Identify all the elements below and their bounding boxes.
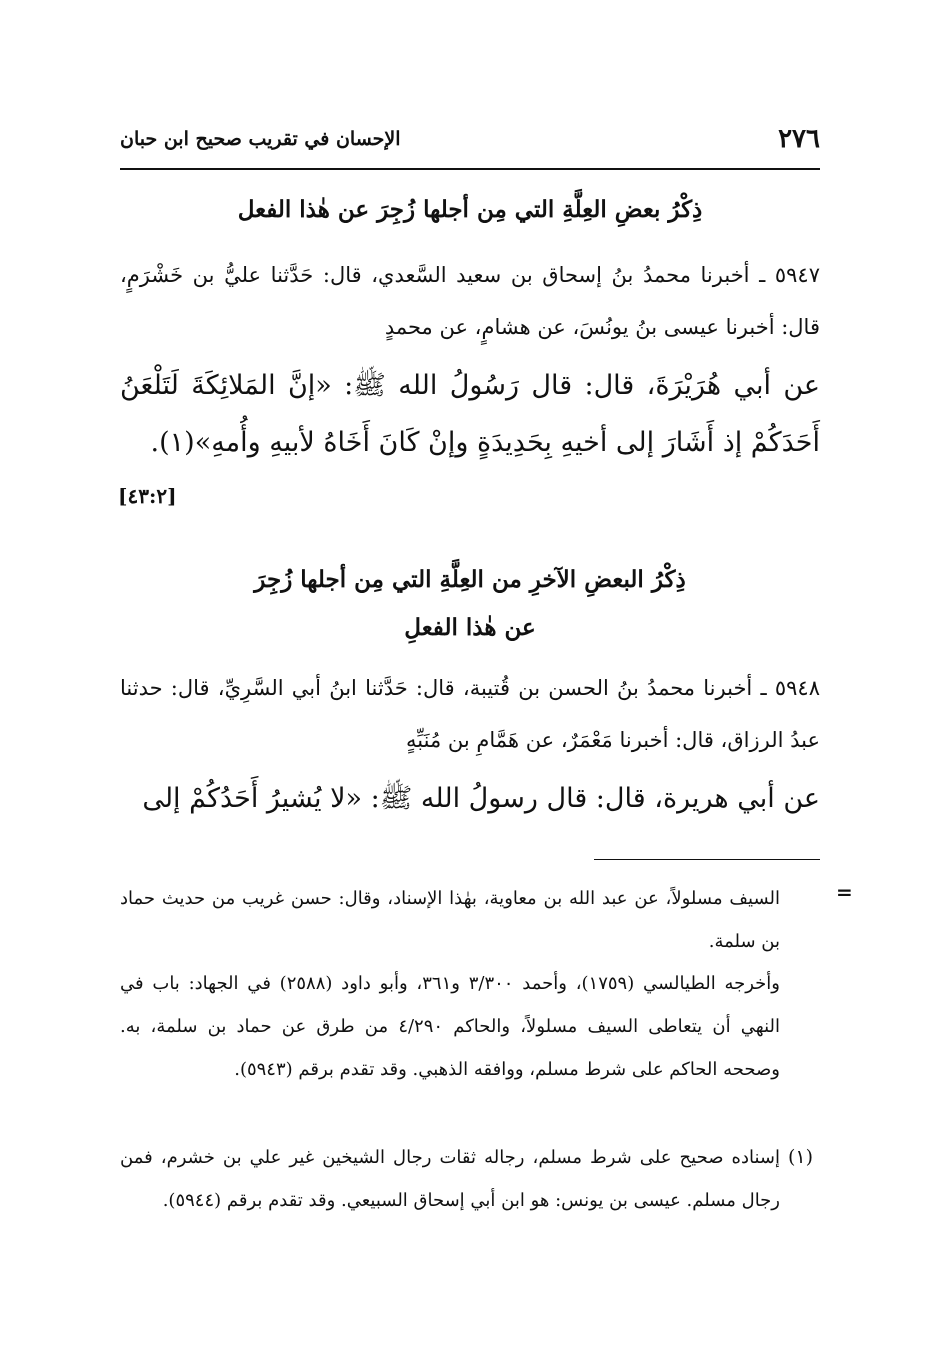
footnote-continuation-paragraph-2: وأخرجه الطيالسي (١٧٥٩)، وأحمد ٣/٣٠٠ و٣٦١، وأبو داود (٢٥٨٨) في الجهاد: باب في النهي أن يتعاطى السيف مسلولاً، والحاكم ٤/٢٩٠ من طرق عن حماد بن سلمة، به. وصححه الحاكم على شرط مسلم، ووافقه الذهبي. وقد تقدم برقم (٥٩٤٣). — [120, 973, 780, 1080]
hadith-5947-reference: [٤٣:٢] — [118, 484, 177, 508]
header-rule — [120, 168, 820, 170]
running-header — [120, 124, 820, 158]
hadith-5947-matn: عن أبي هُرَيْرَةَ، قال: قال رَسُولُ الله ﷺ: «إنَّ المَلائِكَةَ لَتَلْعَنُ أَحَدَكُمْ إذ أَشَارَ إلى أخيهِ بِحَدِيدَةٍ وإنْ كَانَ أَخَاهُ لأبيهِ وأُمهِ»(١). — [120, 370, 820, 458]
section-heading-1: ذِكْرُ بعضِ العِلَّةِ التي مِن أجلها زُجِرَ عن هٰذا الفعل — [237, 196, 703, 223]
footnote-1-text: إسناده صحيح على شرط مسلم، رجاله ثقات رجال الشيخين غير علي بن خشرم، فمن رجال مسلم. عيسى بن يونس: هو ابن أبي إسحاق السبيعي. وقد تقدم برقم (٥٩٤٤). — [120, 1147, 780, 1211]
section-heading-2-line1: ذِكْرُ البعضِ الآخرِ من العِلَّةِ التي مِن أجلها زُجِرَ — [254, 566, 686, 593]
page-number: ٢٧٦ — [778, 124, 820, 154]
running-title: الإحسان في تقريب صحيح ابن حبان — [120, 128, 401, 150]
section-heading-2-line2: عن هٰذا الفعلِ — [404, 614, 536, 641]
hadith-5948-matn: عن أبي هريرة، قال: قال رسولُ الله ﷺ: «لا يُشيرُ أَحَدُكُمْ إلى — [142, 783, 820, 814]
footnote-continuation-mark: = — [836, 880, 853, 904]
footnote-1-number: (١) — [788, 1146, 814, 1168]
footnote-continuation-paragraph-1: السيف مسلولاً، عن عبد الله بن معاوية، بهٰذا الإسناد، وقال: حسن غريب من حديث حماد بن سلمة. — [120, 888, 780, 952]
hadith-5948-isnad: ٥٩٤٨ ـ أخبرنا محمدُ بنُ الحسن بن قُتيبة، قال: حَدَّثنا ابنُ أبي السَّرِيِّ، قال: حدثنا عبدُ الرزاق، قال: أخبرنا مَعْمَرٌ، عن هَمَّامِ بن مُنَبِّهٍ — [120, 676, 820, 752]
hadith-5947-isnad: ٥٩٤٧ ـ أخبرنا محمدُ بنُ إسحاق بن سعيد السَّعدي، قال: حَدَّثنا عليُّ بن خَشْرَمٍ، قال: أخبرنا عيسى بنُ يونُسَ، عن هشامٍ، عن محمدٍ — [120, 263, 820, 339]
footnote-separator — [594, 859, 820, 860]
